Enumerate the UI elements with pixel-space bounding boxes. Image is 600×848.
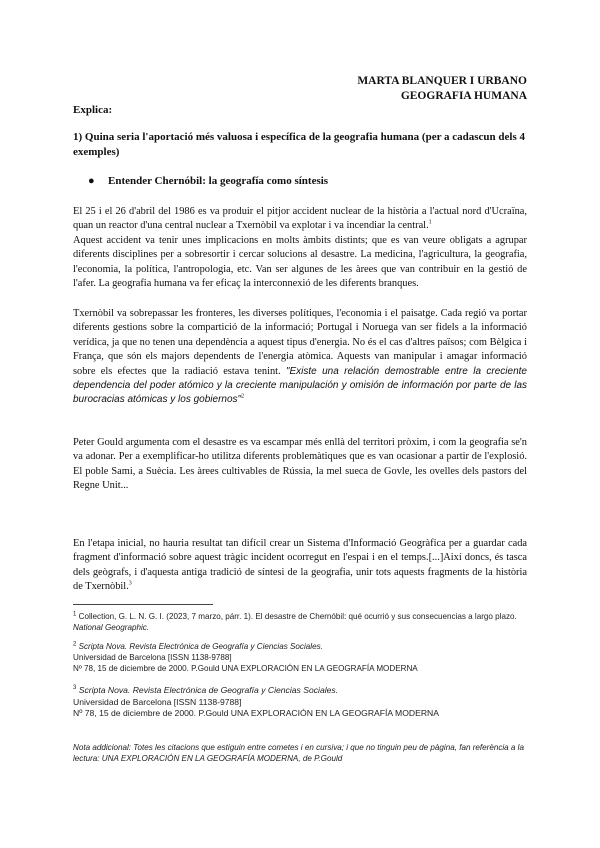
footnote-2-title: Scripta Nova. Revista Electrónica de Geografía y Ciencias Sociales.: [78, 642, 323, 651]
footnote-2-line3: Nº 78, 15 de diciembre de 2000. P.Gould UNA EXPLORACIÓN EN LA GEOGRAFÍA MODERNA: [73, 664, 418, 673]
paragraph-2-quote: "Existe una relación demostrable entre la creciente dependencia del poder atómico y la creciente manipulación y omisión de información por parte de las burocracias atómicas y los gobiernos": [73, 365, 527, 406]
subject-title: GEOGRAFIA HUMANA: [400, 90, 527, 102]
bullet-text: Entender Chernóbil: la geografía como síntesis: [108, 175, 329, 187]
paragraph-1: [73, 205, 527, 291]
footnote-3-line3: Nº 78, 15 de diciembre de 2000. P.Gould UNA EXPLORACIÓN EN LA GEOGRAFÍA MODERNA: [73, 708, 439, 718]
bullet-dot-icon: ●: [88, 175, 95, 187]
footnote-2: [73, 641, 527, 674]
bullet-heading: [88, 175, 328, 187]
footnote-2-line2: Universidad de Barcelona [ISSN 1138-9788]: [73, 653, 232, 662]
paragraph-4: [73, 537, 527, 595]
paragraph-2-text: Txernòbil va sobrepassar les fronteres, les diverses polítiques, l'economia i el paisatge. Cada regió va portar diferents gestions sobre la compartició de la informació; Portugal i Noruega van ser fidels a la informació verídica, ja que no tenen una dependència a aquest tipus d'energia. No és el cas d'altres països; com Bèlgica i França, que són els majors dependents de l'energia atòmica. Aquests van manipular i amagar informació sobre els efectes que la radiació estava tenint.: [73, 308, 527, 377]
paragraph-1-text-b: Aquest accident va tenir unes implicacions en molts àmbits distints; que es van veure obligats a agrupar diferents disciplines per a sobresortir i cercar solucions al desastre. La medicina, l'agricultura, la geografia, l'economia, la política, l'antropologia, etc. Van ser algunes de les àrees que van contribuir en la gestió de l'afer. La geografia humana va fer eficaç la interconnexió de les diferents branques.: [73, 234, 527, 290]
footnote-3-number: 3: [73, 685, 77, 692]
question-heading: 1) Quina seria l'aportació més valuosa i específica de la geografia humana (per a cadascun dels 4 exemples): [73, 131, 526, 158]
footnote-1-text: Collection, G. L. N. G. I. (2023, 7 marzo, párr. 1). El desastre de Chernóbil: qué ocurrió y sus consecuencias a largo plazo.: [78, 612, 517, 621]
footnote-ref-2: 2: [241, 393, 245, 400]
footnote-1-number: 1: [73, 611, 77, 618]
paragraph-2: [73, 307, 527, 408]
additional-note: Nota addicional: Totes les citacions que estiguin entre cometes i en cursiva; i que no tinguin peu de pàgina, fan referència a la lectura: UNA EXPLORACIÓN EN LA GEOGRAFÍA MODERNA, de P.Gould: [73, 743, 524, 763]
footnote-2-number: 2: [73, 641, 77, 648]
paragraph-4-text: En l'etapa inicial, no hauria resultat tan difícil crear un Sistema d'Informació Geogràfica per a guardar cada fragment d'informació sobre aquest tràgic incident ocorregut en l'espai i en el temps.[...]Així doncs, és tasca dels geògrafs, i d'aquesta antiga tradició de síntesi de la geografia, unir tots aquests fragments de la història de Txernòbil.: [73, 538, 527, 593]
author-name: MARTA BLANQUER I URBANO: [357, 75, 527, 87]
paragraph-3: Peter Gould argumenta com el desastre es va escampar més enllà del territori pròxim, i com la geografia se'n va adonar. Per a exemplificar-ho utilitza diferents problemàtiques que es van ocasionar a partir de l'explosió. El poble Sami, a Suècia. Les àrees cultivables de Rússia, la mel sueca de Govle, les ovelles dels pastors del Regne Unit...: [73, 437, 527, 492]
footnote-3: [73, 685, 527, 720]
footnote-ref-3: 3: [128, 580, 132, 587]
footnote-1-source: National Geographic.: [73, 623, 150, 632]
footnote-3-title: Scripta Nova. Revista Electrónica de Geografía y Ciencias Sociales.: [78, 685, 339, 695]
footnote-3-line2: Universidad de Barcelona [ISSN 1138-9788]: [73, 696, 242, 707]
footnote-1: [73, 611, 527, 633]
paragraph-1-text-a: El 25 i el 26 d'abril del 1986 es va produir el pitjor accident nuclear de la història a l'actual nord d'Ucraïna, quan un reactor d'una central nuclear a Txernòbil va explotar i va incendiar la central.: [73, 206, 527, 232]
footnote-divider: [73, 604, 213, 605]
explica-heading: Explica:: [73, 104, 113, 116]
footnote-ref-1: 1: [428, 219, 432, 226]
